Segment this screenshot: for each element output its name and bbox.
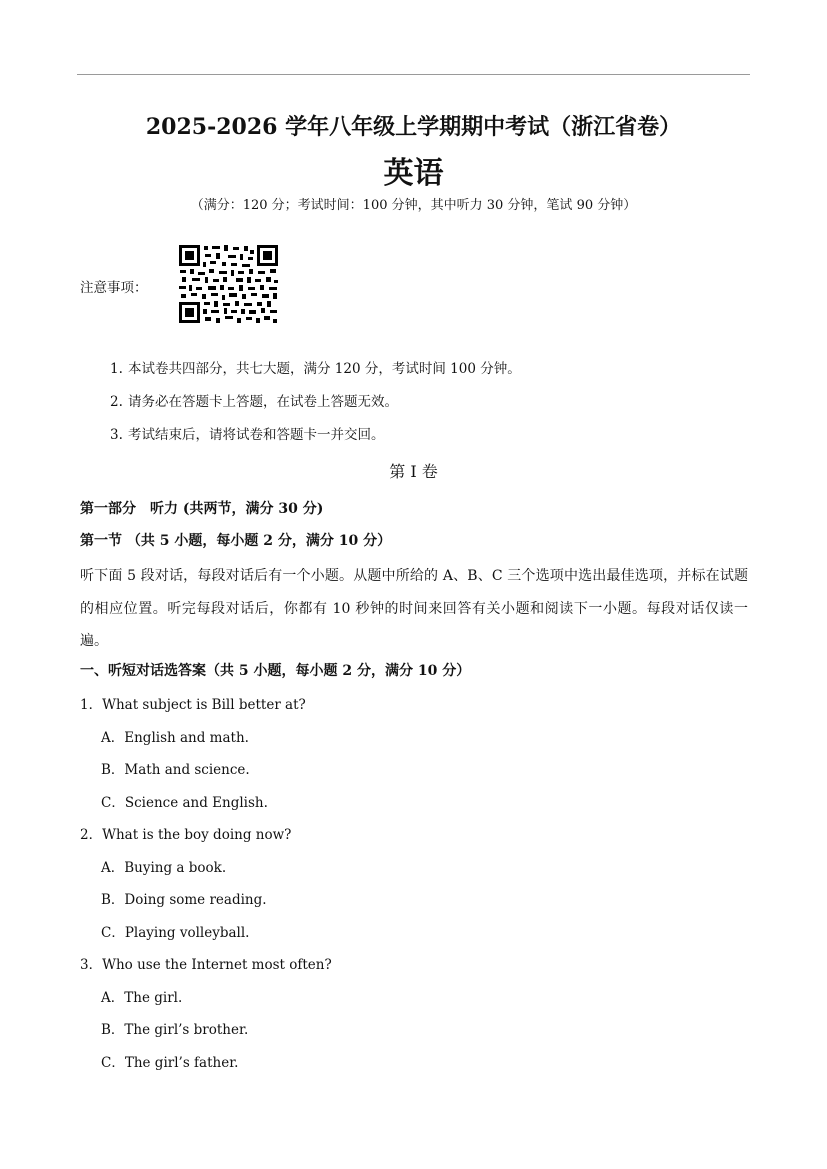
answer-option: A．Buying a book. [101,860,227,876]
answer-option: C．The girl’s father. [101,1055,239,1071]
answer-option: C．Science and English. [101,795,268,811]
section-heading: 第一节 （共 5 小题，每小题 2 分，满分 10 分） [80,533,392,549]
qr-code-icon [178,244,279,324]
question-stem: 3．Who use the Internet most often? [80,957,332,973]
question-stem: 2．What is the boy doing now? [80,827,292,843]
subsection-heading: 一、听短对话选答案（共 5 小题，每小题 2 分，满分 10 分） [80,663,471,679]
question-stem: 1．What subject is Bill better at? [80,697,306,713]
answer-option: B．Doing some reading. [101,892,267,908]
answer-option: B．The girl’s brother. [101,1022,249,1038]
answer-option: A．The girl. [101,990,183,1006]
part-heading: 第一部分 听力 (共两节，满分 30 分) [80,501,324,517]
answer-option: A．English and math. [101,730,249,746]
notice-rule: 3. 考试结束后，请将试卷和答题卡一并交回。 [110,427,385,443]
subject-title: 英语 [383,156,444,191]
answer-option: B．Math and science. [101,762,250,778]
notice-rule: 1. 本试卷共四部分，共七大题，满分 120 分，考试时间 100 分钟。 [110,361,521,377]
exam-info: （满分：120 分；考试时间：100 分钟，其中听力 30 分钟，笔试 90 分钟） [190,198,637,213]
listening-instructions: 听下面 5 段对话，每段对话后有一个小题。从题中所给的 A、B、C 三个选项中选出最佳选项，并标在试题的相应位置。听完每段对话后，你都有 10 秒钟的时间来回答有关小题和阅读下一小题。每段对话仅读一遍。 [80,568,748,649]
answer-option: C．Playing volleyball. [101,925,250,941]
header-rule [77,74,750,75]
exam-title: 2025-2026 学年八年级上学期期中考试（浙江省卷） [145,114,682,140]
notice-label: 注意事项： [80,280,148,296]
notice-rule: 2. 请务必在答题卡上答题，在试卷上答题无效。 [110,394,398,410]
volume-title: 第 I 卷 [389,462,438,481]
